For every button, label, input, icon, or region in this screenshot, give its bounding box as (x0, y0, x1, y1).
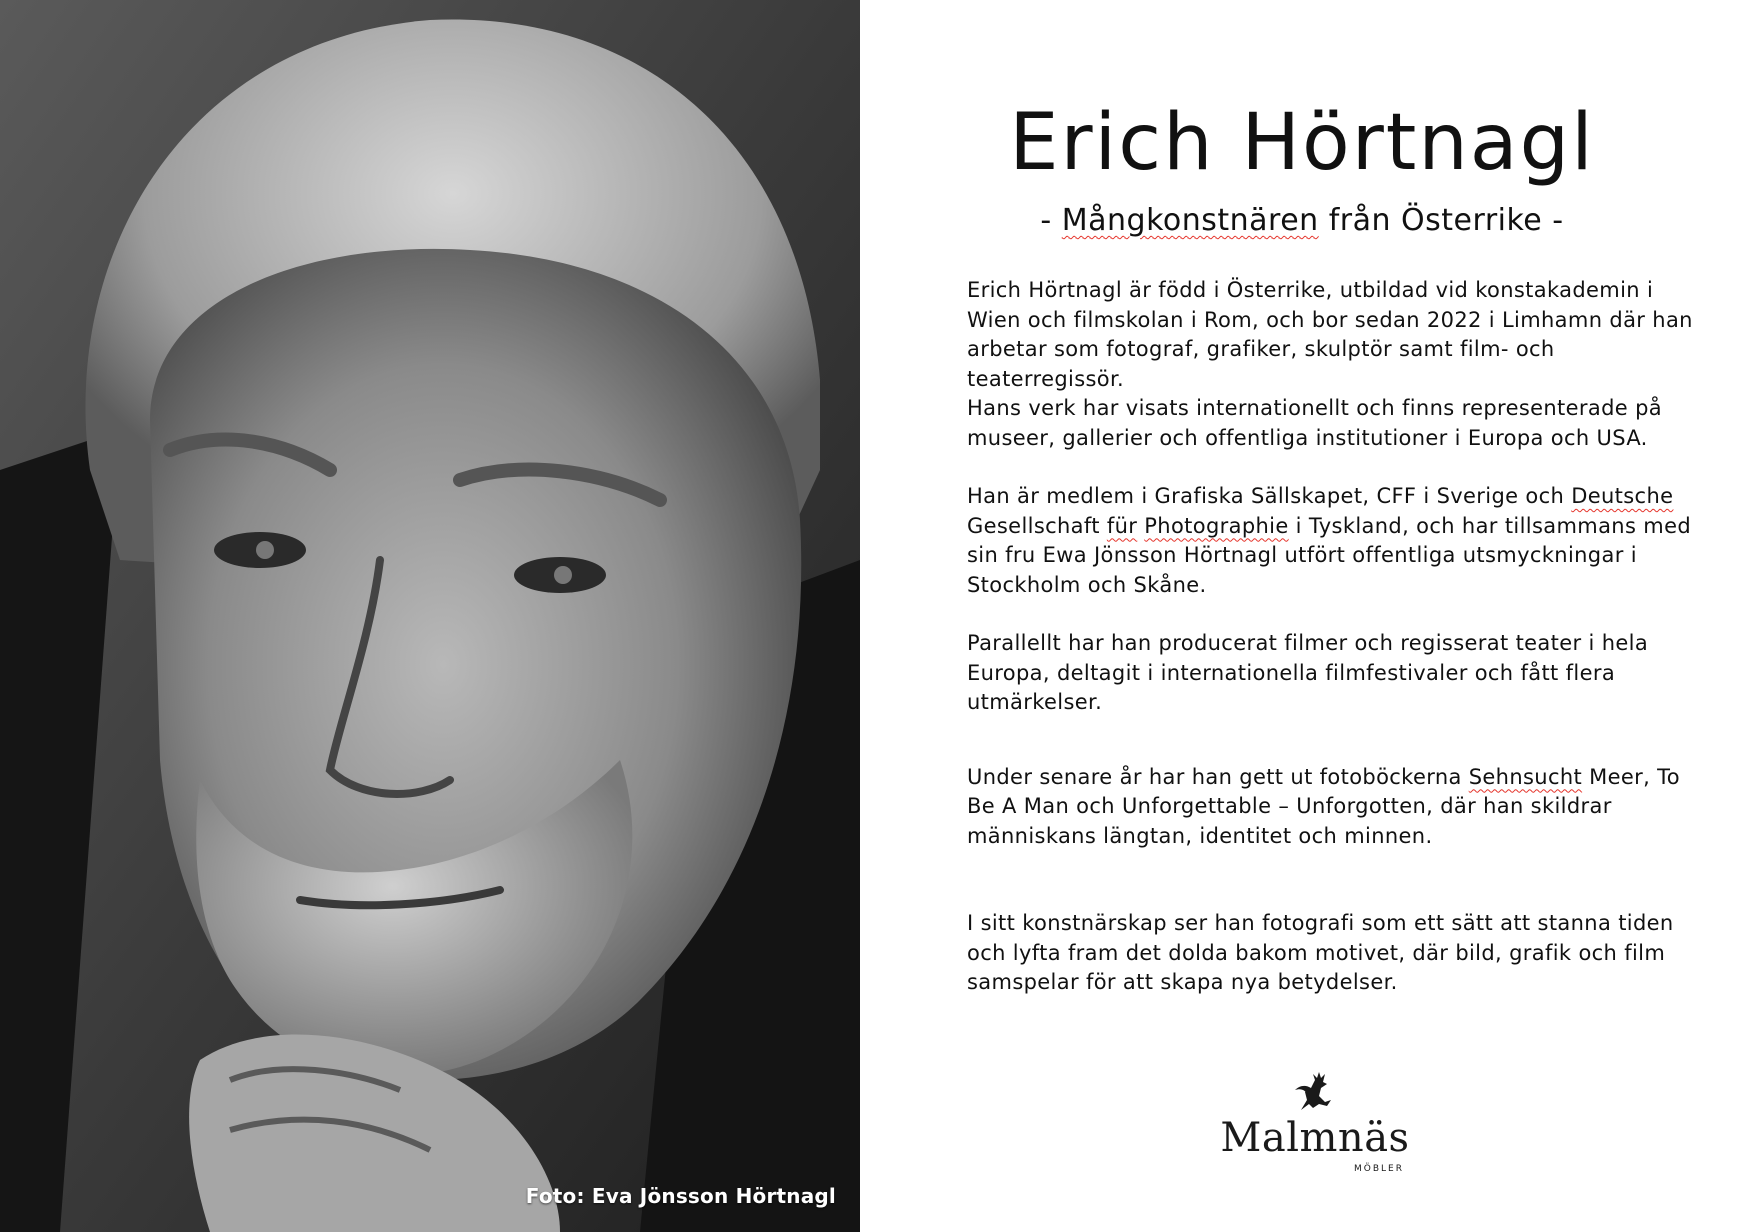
word-fur: für (1106, 513, 1138, 538)
deer-icon (1291, 1070, 1339, 1114)
portrait-image (0, 0, 860, 1232)
paragraph-education: Erich Hörtnagl är född i Österrike, utbildad vid konstakademin i Wien och filmskolan i Rom, och bor sedan 2022 i Limhamn där han arbetar som fotograf, grafiker, skulptör samt film- och teaterregissör. (967, 278, 1693, 391)
page-subtitle (860, 203, 1744, 238)
paragraph-artistry: I sitt konstnärskap ser han fotografi som ett sätt att stanna tiden och lyfta fram det dolda bakom motivet, där bild, grafik och film samspelar för att skapa nya betydelser. (967, 911, 1674, 994)
word-sehnsucht: Sehnsucht (1468, 764, 1583, 789)
paragraph-membership: Han är medlem i Grafiska Sällskapet, CFF i Sverige och Deutsche Gesellschaft für Photographie i Tyskland, och har tillsammans med sin fru Ewa Jönsson Hörtnagl utfört offentliga utsmyckningar i Stockholm och Skåne. (967, 484, 1692, 597)
text-panel (860, 0, 1744, 1232)
paragraph-books: Under senare år har han gett ut fotoböckerna Sehnsucht Meer, To Be A Man och Unforgettable – Unforgotten, där han skildrar människans längtan, identitet och minnen. (967, 764, 1680, 848)
word-deutsche: Deutsche (1571, 484, 1674, 508)
photo-credit: Foto: Eva Jönsson Hörtnagl (525, 1184, 836, 1208)
logo-name: Malmnäs (1220, 1115, 1410, 1161)
page-title: Erich Hörtnagl (1009, 98, 1595, 188)
subtitle-prefix: - (1040, 203, 1062, 238)
subtitle-word: Mångkonstnären (1061, 203, 1319, 238)
paragraph-works: Hans verk har visats internationellt och finns representerade på museer, gallerier och offentliga institutioner i Europa och USA. (967, 396, 1662, 450)
portrait-photo (0, 0, 860, 1232)
paragraph-films: Parallellt har han producerat filmer och regisserat teater i hela Europa, deltagit i internationella filmfestivaler och fått flera utmärkelser. (967, 631, 1649, 714)
bio-text (967, 276, 1707, 998)
word-photographie: Photographie (1144, 513, 1289, 538)
malmnas-logo (1220, 1070, 1410, 1174)
logo-sub: MÖBLER (1354, 1164, 1404, 1174)
subtitle-rest: från Österrike - (1318, 203, 1564, 238)
